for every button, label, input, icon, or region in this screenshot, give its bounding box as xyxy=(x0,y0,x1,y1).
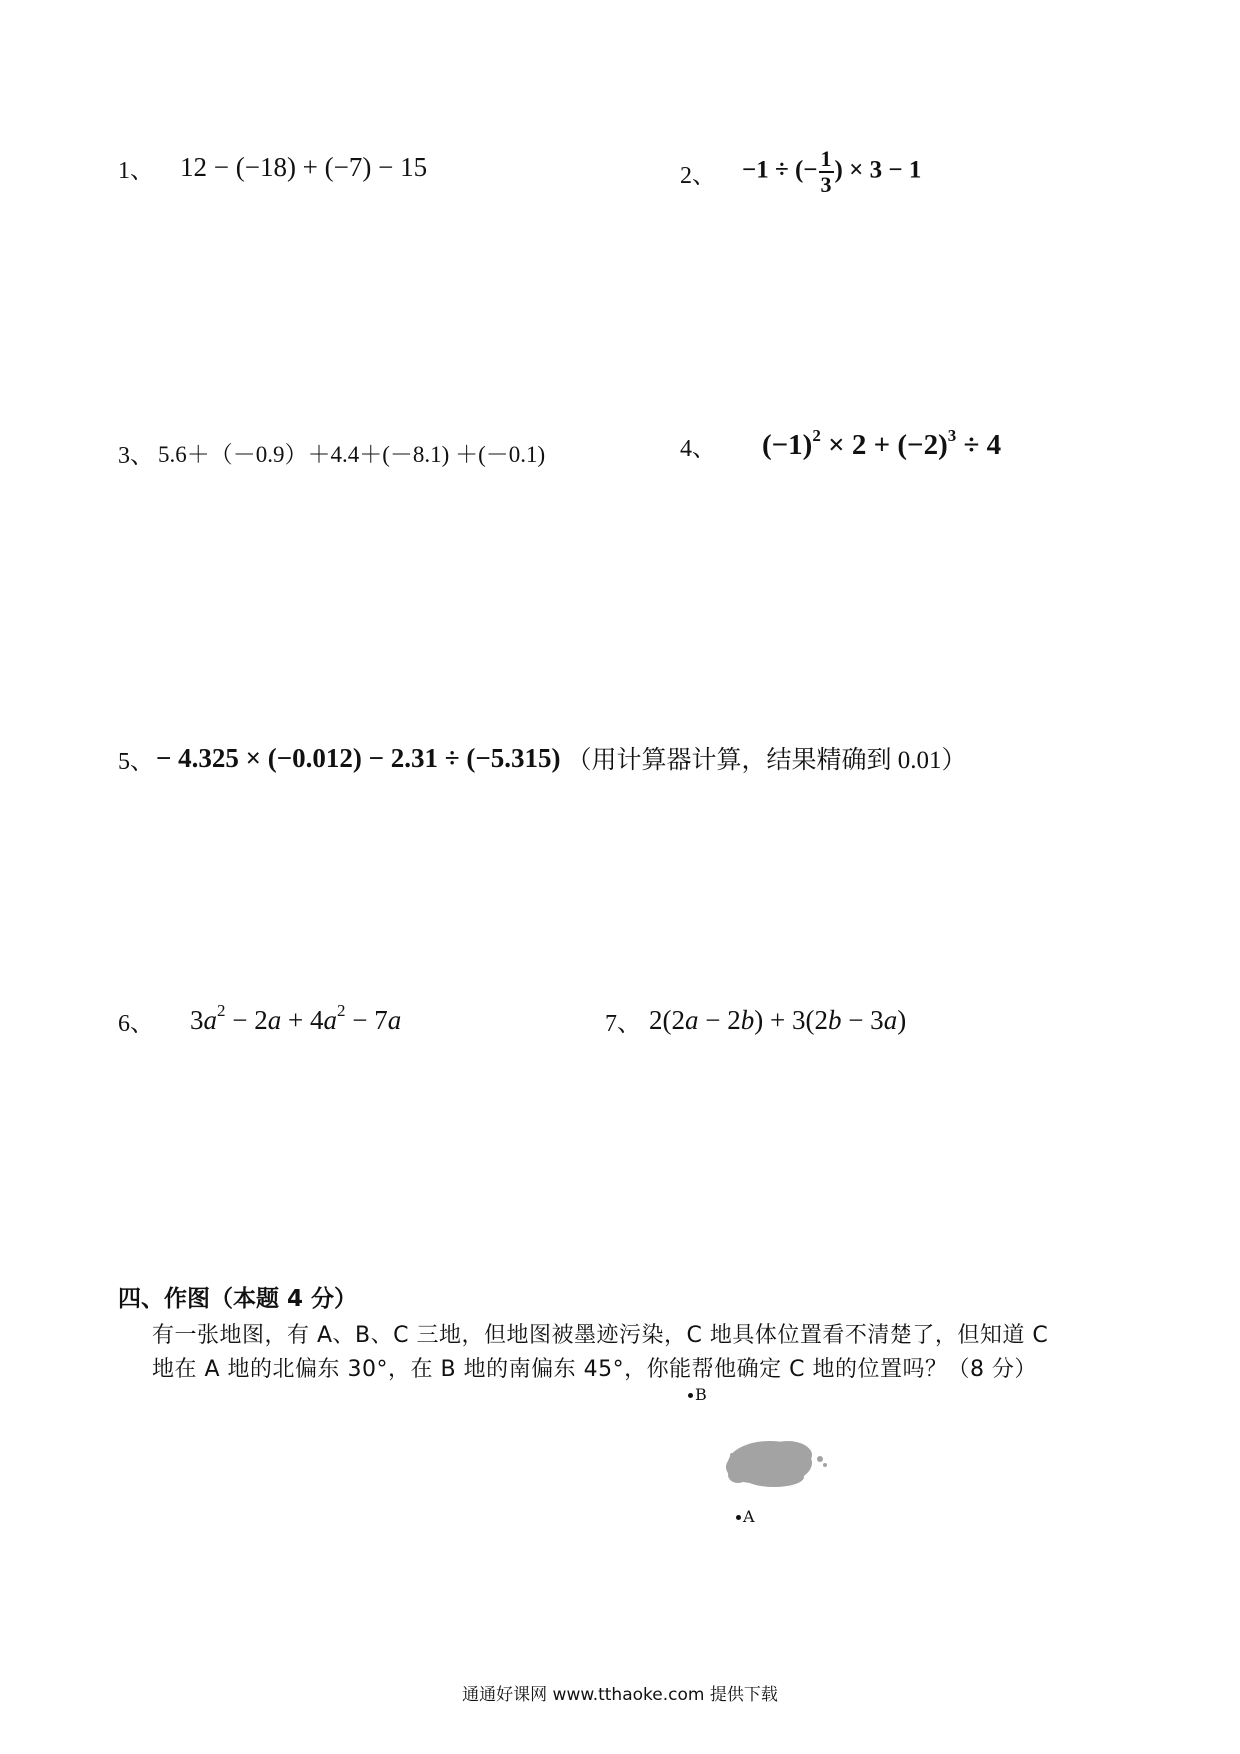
problem-7 xyxy=(605,1003,906,1038)
problem-expression xyxy=(762,426,1002,462)
problem-number: 2、 xyxy=(680,162,716,189)
map-sketch xyxy=(680,1385,860,1535)
problem-note: （用计算器计算，结果精确到 0.01） xyxy=(566,747,967,774)
problem-1 xyxy=(118,150,427,185)
point-a-text: A xyxy=(743,1507,755,1526)
problem-expression xyxy=(742,148,921,196)
variable: a xyxy=(203,1005,217,1035)
point-a-dot xyxy=(736,1515,741,1520)
problem-number: 5、 xyxy=(118,748,154,775)
question-text-line-2: 地在 A 地的北偏东 30°，在 B 地的南偏东 45°，你能帮他确定 C 地的位置吗？（8 分） xyxy=(152,1357,1037,1382)
expr-part: × 2 + (−2) xyxy=(820,429,948,461)
expr-part: − 7 xyxy=(345,1005,388,1035)
expr-part: − 2 xyxy=(698,1005,741,1035)
variable: a xyxy=(685,1005,699,1035)
expr-part: ÷ 4 xyxy=(956,429,1002,461)
variable: b xyxy=(740,1005,755,1035)
variable: b xyxy=(827,1005,842,1035)
problem-6 xyxy=(118,1003,401,1038)
exponent: 2 xyxy=(812,426,821,445)
variable: a xyxy=(323,1005,337,1035)
problem-expression xyxy=(649,1005,906,1036)
variable: a xyxy=(267,1005,282,1035)
expr-part: −1 ÷ (− xyxy=(742,156,818,184)
problem-number: 1、 xyxy=(118,158,154,184)
fraction-numerator: 1 xyxy=(820,146,832,171)
exponent: 2 xyxy=(217,1001,226,1020)
problem-number: 6、 xyxy=(118,1011,154,1037)
problem-4 xyxy=(680,428,1001,463)
problem-number: 4、 xyxy=(680,436,716,462)
fraction xyxy=(819,148,834,196)
ink-stain xyxy=(680,1385,860,1535)
expr-part: 3 xyxy=(190,1005,204,1035)
question-text-line-1: 有一张地图，有 A、B、C 三地，但地图被墨迹污染，C 地具体位置看不清楚了，但知道 C xyxy=(152,1323,1049,1348)
expr-part: (−1) xyxy=(762,429,813,461)
footer-text: 通通好课网 www.tthaoke.com 提供下载 xyxy=(462,1685,778,1705)
problem-number: 7、 xyxy=(605,1011,641,1037)
problem-expression xyxy=(190,1001,402,1036)
variable: a xyxy=(883,1005,898,1035)
fraction-denominator: 3 xyxy=(820,172,832,197)
point-b-text: B xyxy=(695,1385,707,1404)
point-a-label xyxy=(736,1507,755,1526)
expr-part: 2(2 xyxy=(649,1005,685,1035)
exponent: 2 xyxy=(336,1001,346,1020)
problem-3 xyxy=(118,435,545,470)
expr-part: − 3 xyxy=(841,1005,884,1035)
exponent: 3 xyxy=(947,426,957,445)
section-title: 四、作图（本题 4 分） xyxy=(118,1286,358,1312)
expr-part: + 4 xyxy=(281,1005,324,1035)
variable: a xyxy=(387,1005,402,1035)
problem-number: 3、 xyxy=(118,443,154,469)
problem-5 xyxy=(118,740,966,776)
problem-expression: 5.6＋（－0.9）＋4.4＋(－8.1) ＋(－0.1) xyxy=(158,442,546,467)
expr-part: − 2 xyxy=(225,1005,268,1035)
problem-2 xyxy=(680,148,921,196)
expr-part: ) + 3(2 xyxy=(754,1005,828,1035)
problem-expression: 12 − (−18) + (−7) − 15 xyxy=(180,152,428,182)
expr-part: ) xyxy=(897,1005,907,1035)
expr-part: ) × 3 − 1 xyxy=(834,156,922,184)
problem-expression: − 4.325 × (−0.012) − 2.31 ÷ (−5.315) xyxy=(156,742,561,773)
